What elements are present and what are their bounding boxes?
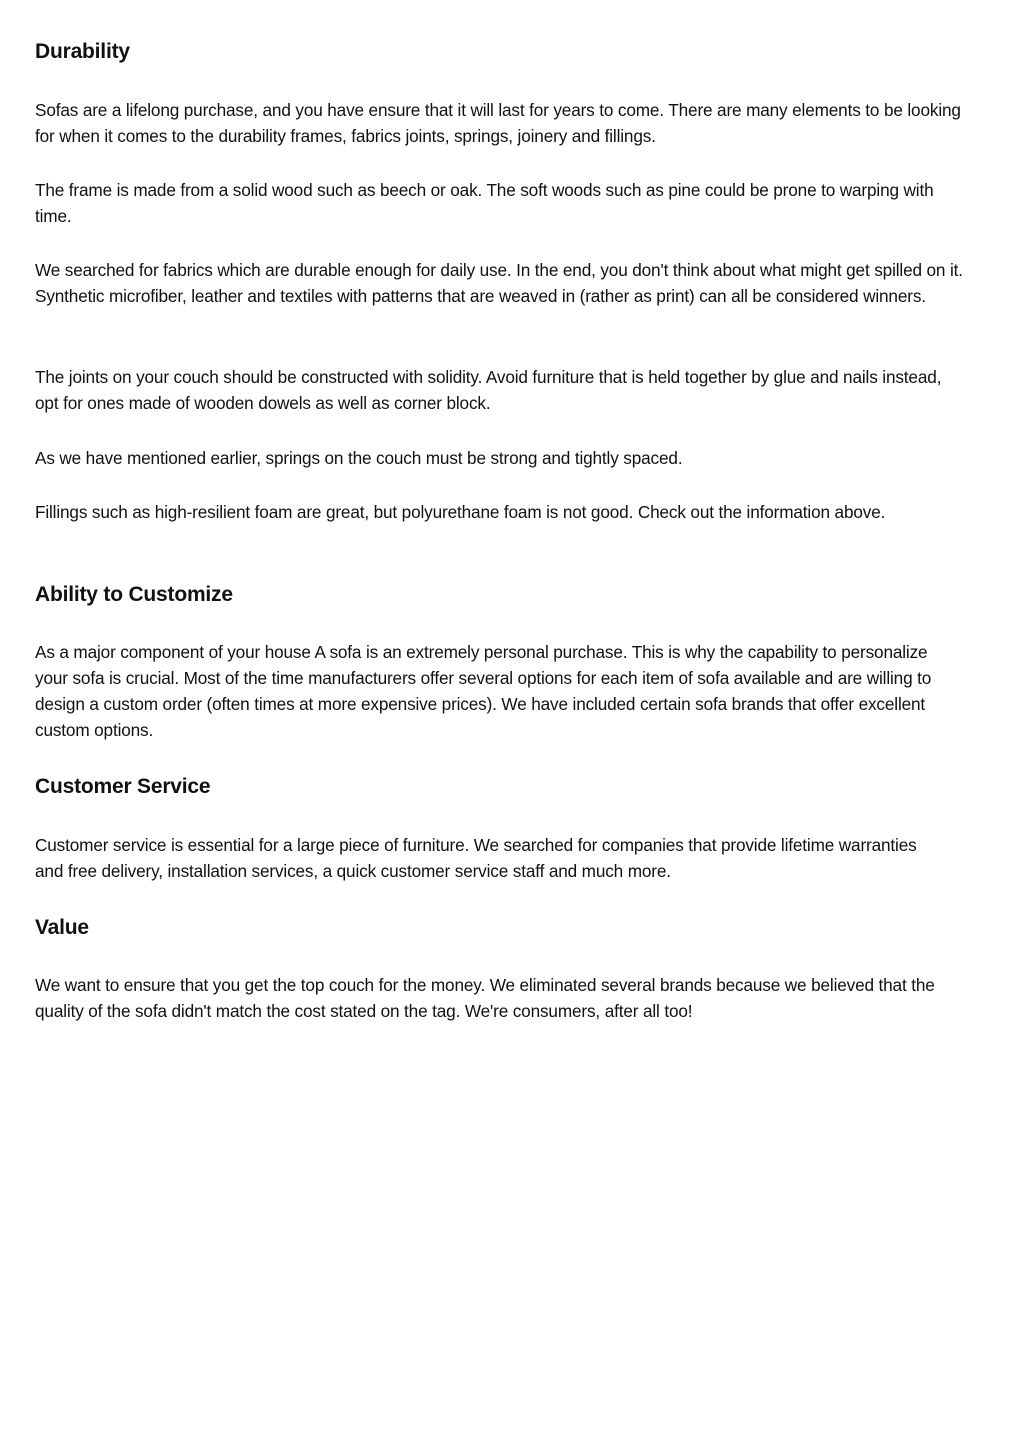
section-heading-customer-service: Customer Service [35, 775, 211, 798]
paragraph: We want to ensure that you get the top couch for the money. We eliminated several brands because we believed that the quality of the sofa didn't match the cost stated on the tag. We're consumers, after all too! [35, 975, 935, 1021]
section-heading-ability-to-customize: Ability to Customize [35, 583, 233, 606]
paragraph: As a major component of your house A sofa is an extremely personal purchase. This is why the capability to personalize your sofa is crucial. Most of the time manufacturers offer several options for each item of sofa available and are willing to design a custom order (often times at more expensive prices). We have included certain sofa brands that offer excellent custom options. [35, 642, 932, 740]
paragraph: The frame is made from a solid wood such as beech or oak. The soft woods such as pine could be prone to warping with time. [35, 180, 934, 226]
paragraph: Fillings such as high-resilient foam are great, but polyurethane foam is not good. Check out the information above. [35, 502, 886, 522]
section-heading-durability: Durability [35, 40, 130, 63]
section-heading-value: Value [35, 916, 89, 939]
paragraph: Sofas are a lifelong purchase, and you have ensure that it will last for years to come. There are many elements to be looking for when it comes to the durability frames, fabrics joints, springs, joinery and fillings. [35, 100, 961, 146]
paragraph: As we have mentioned earlier, springs on the couch must be strong and tightly spaced. [35, 448, 683, 468]
paragraph: The joints on your couch should be constructed with solidity. Avoid furniture that is held together by glue and nails instead, opt for ones made of wooden dowels as well as corner block. [35, 367, 942, 413]
paragraph: We searched for fabrics which are durable enough for daily use. In the end, you don't think about what might get spilled on it. Synthetic microfiber, leather and textiles with patterns that are weaved in (rather as print) can all be considered winners. [35, 260, 963, 306]
paragraph: Customer service is essential for a large piece of furniture. We searched for companies that provide lifetime warranties and free delivery, installation services, a quick customer service staff and much more. [35, 835, 917, 881]
